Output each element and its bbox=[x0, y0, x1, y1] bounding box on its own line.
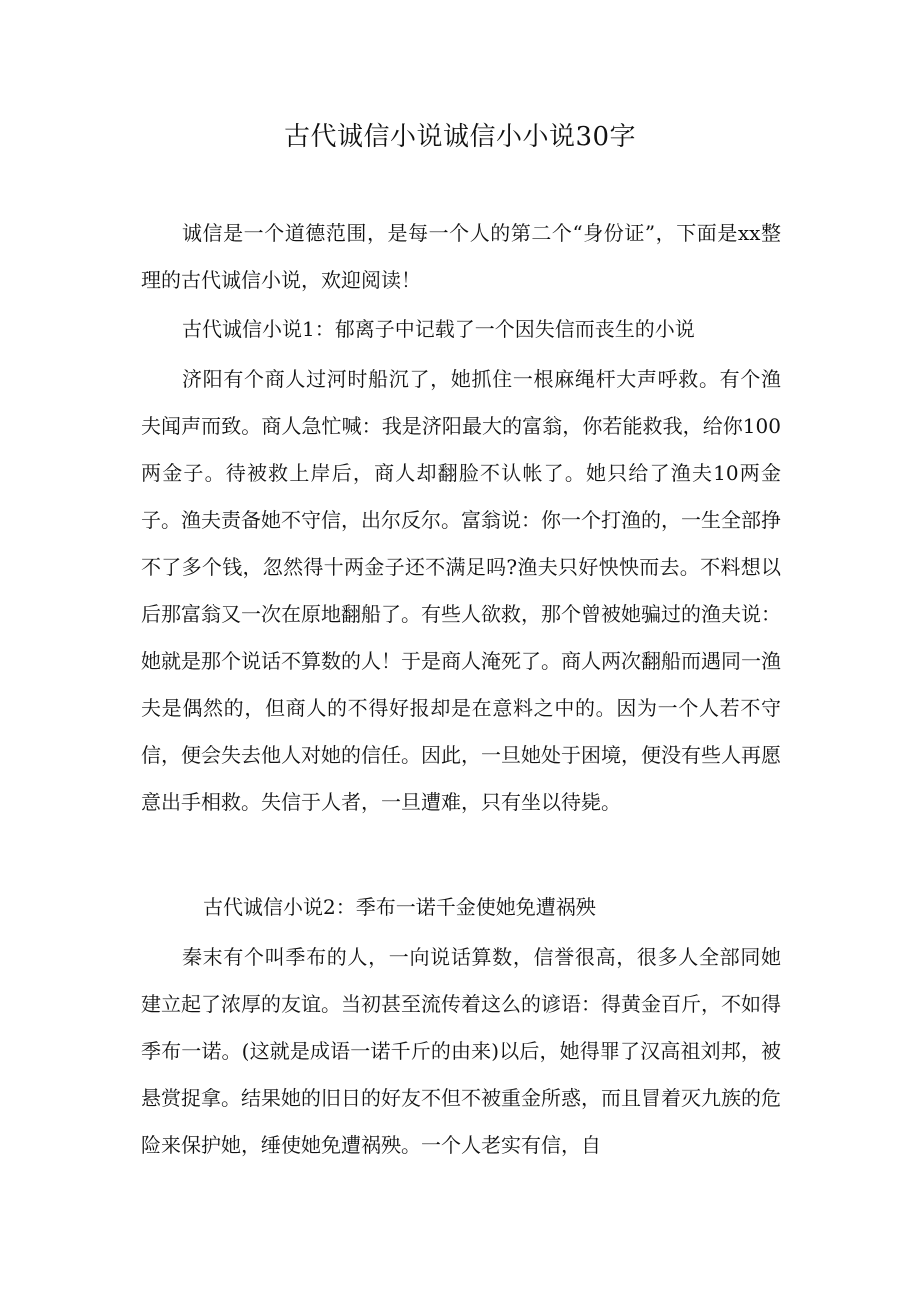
section-body-2: 秦末有个叫季布的人，一向说话算数，信誉很高，很多人全部同她建立起了浓厚的友谊。当初甚至流传着这么的谚语：得黄金百斤，不如得季布一诺。(这就是成语一诺千斤的由来)以后，她得罪了汉高祖刘邦，被悬赏捉拿。结果她的旧日的好友不但不被重金所惑，而且冒着灭九族的危险来保护她，缍使她免遭祸殃。一个人老实有信，自 bbox=[141, 945, 781, 1157]
section-heading-1: 古代诚信小说1：郁离子中记载了一个因失信而丧生的小说 bbox=[182, 317, 695, 341]
intro-paragraph: 诚信是一个道德范围，是每一个人的第二个“身份证”，下面是xx整理的古代诚信小说，欢迎阅读！ bbox=[141, 221, 781, 292]
document-title: 古代诚信小说诚信小小说30字 bbox=[283, 122, 637, 152]
section-heading-2: 古代诚信小说2：季布一诺千金使她免遭祸殃 bbox=[203, 895, 596, 919]
section-body-1: 济阳有个商人过河时船沉了，她抓住一根麻绳杆大声呼救。有个渔夫闻声而致。商人急忙喊：我是济阳最大的富翁，你若能救我，给你100两金子。待被救上岸后，商人却翻脸不认帐了。她只给了渔夫10两金子。渔夫责备她不守信，出尔反尔。富翁说：你一个打渔的，一生全部挣不了多个钱，忽然得十两金子还不满足吗?渔夫只好怏怏而去。不料想以后那富翁又一次在原地翻船了。有些人欲救，那个曾被她骗过的渔夫说：她就是那个说话不算数的人！于是商人淹死了。商人两次翻船而遇同一渔夫是偶然的，但商人的不得好报却是在意料之中的。因为一个人若不守信，便会失去他人对她的信任。因此，一旦她处于困境，便没有些人再愿意出手相救。失信于人者，一旦遭难，只有坐以待毙。 bbox=[141, 367, 781, 814]
